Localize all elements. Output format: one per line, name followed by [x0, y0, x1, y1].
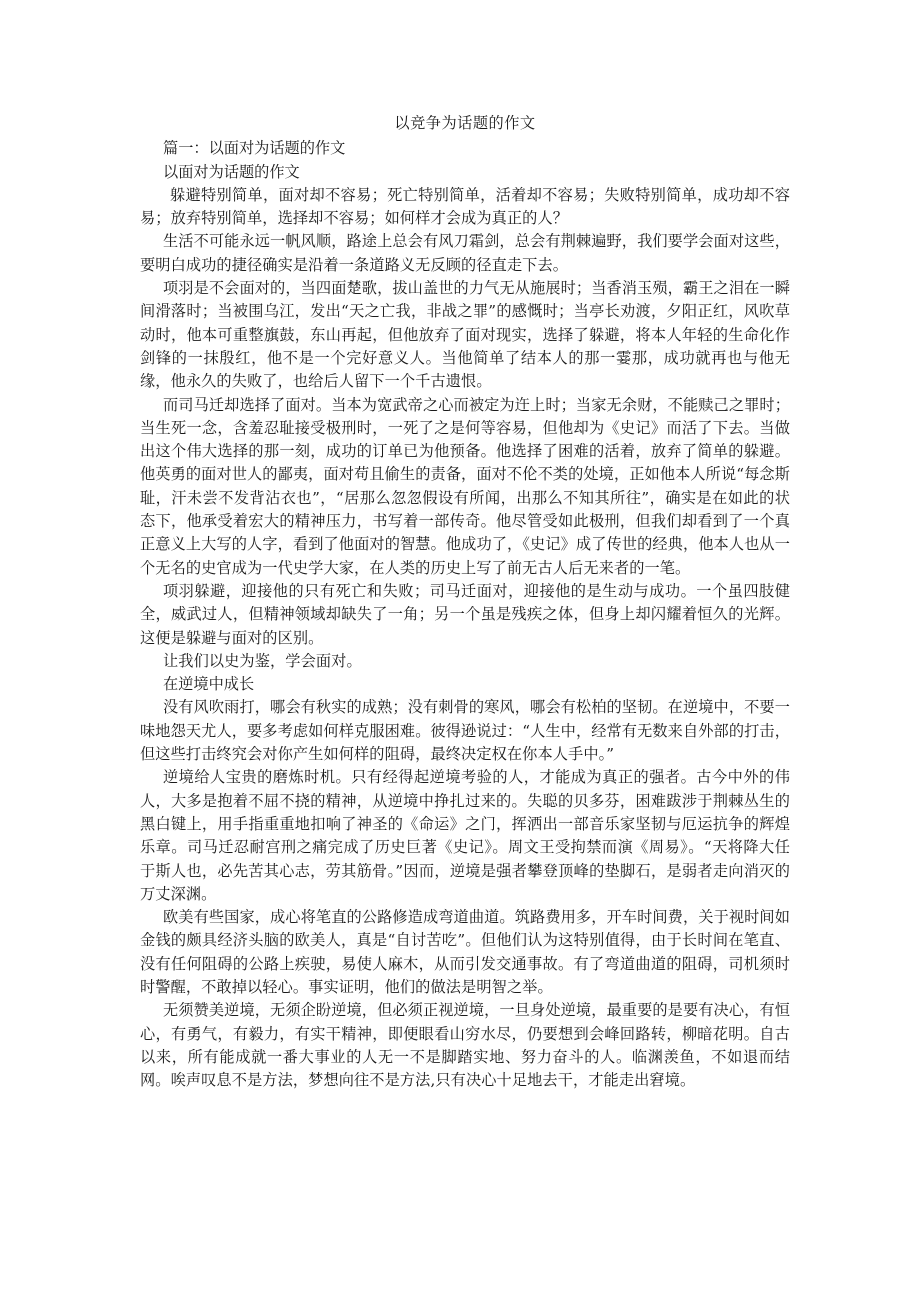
essay-title: 在逆境中成长: [163, 675, 255, 694]
paragraph: 无须赞美逆境，无须企盼逆境，但必须正视逆境，一旦身处逆境，最重要的是要有决心，有恒心，有勇气，有毅力，有实干精神，即便眼看山穷水尽，仍要想到会峰回路转，柳暗花明。自古以来，所有能成就一番大事业的人无一不是脚踏实地、努力奋斗的人。临渊羡鱼，不如退而结网。唉声叹息不是方法，梦想向往不是方法,只有决心十足地去干，才能走出窘境。: [140, 1001, 790, 1090]
paragraph: 欧美有些国家，成心将笔直的公路修造成弯道曲道。筑路费用多，开车时间费，关于视时间如金钱的颇具经济头脑的欧美人，真是“自讨苦吃”。但他们认为这特别值得，由于长时间在笔直、没有任何阻碍的公路上疾驶，易使人麻木，从而引发交通事故。有了弯道曲道的阻碍，司机须时时警醒，不敢掉以轻心。事实证明，他们的做法是明智之举。: [140, 908, 790, 996]
paragraph: 躲避特别简单，面对却不容易；死亡特别简单，活着却不容易；失败特别简单，成功却不容易；放弃特别简单，选择却不容易；如何样才会成为真正的人？: [140, 185, 790, 228]
paragraph: 项羽是不会面对的，当四面楚歌，拔山盖世的力气无从施展时；当香消玉殒，霸王之泪在一瞬间滑落时；当被围乌江，发出“天之亡我，非战之罪”的感慨时；当亭长劝渡，夕阳正红，风吹草动时，他本可重整旗鼓，东山再起，但他放弃了面对现实，选择了躲避，将本人年轻的生命化作剑锋的一抹殷红，他不是一个完好意义人。当他简单了结本人的那一霎那，成功就再也与他无缘，他永久的失败了，也给后人留下一个千古遗恨。: [140, 279, 790, 391]
essay-title: 以面对为话题的作文: [163, 162, 300, 181]
paragraph: 让我们以史为鉴，学会面对。: [163, 651, 362, 670]
paragraph: 逆境给人宝贵的磨炼时机。只有经得起逆境考验的人，才能成为真正的强者。古今中外的伟人，大多是抱着不屈不挠的精神，从逆境中挣扎过来的。失聪的贝多芬，困难跋涉于荆棘丛生的黑白键上，用手指重重地扣响了神圣的《命运》之门，挥洒出一部音乐家坚韧与厄运抗争的辉煌乐章。司马迁忍耐宫刑之痛完成了历史巨著《史记》。周文王受拘禁而演《周易》。“天将降大任于斯人也，必先苦其心志，劳其筋骨。”因而，逆境是强者攀登顶峰的垫脚石，是弱者走向消灭的万丈深渊。: [140, 768, 790, 903]
document-title: 以竞争为话题的作文: [394, 114, 536, 132]
document-body: [140, 112, 790, 1092]
paragraph: 生活不可能永远一帆风顺，路途上总会有风刀霜剑，总会有荆棘遍野，我们要学会面对这些，要明白成功的捷径确实是沿着一条道路义无反顾的径直走下去。: [140, 232, 790, 274]
section-heading: 篇一：以面对为话题的作文: [163, 139, 346, 158]
paragraph: 没有风吹雨打，哪会有秋实的成熟；没有刺骨的寒风，哪会有松柏的坚韧。在逆境中，不要一味地怨天尤人，要多考虑如何样克服困难。彼得逊说过：“人生中，经常有无数来自外部的打击，但这些打击终究会对你产生如何样的阻碍，最终决定权在你本人手中。”: [140, 698, 790, 764]
paragraph: 项羽躲避，迎接他的只有死亡和失败；司马迁面对，迎接他的是生动与成功。一个虽四肢健全，威武过人，但精神领域却缺失了一角；另一个虽是残疾之体，但身上却闪耀着恒久的光辉。这便是躲避与面对的区别。: [140, 581, 790, 647]
paragraph: 而司马迁却选择了面对。当本为宽武帝之心而被定为迕上时；当家无余财，不能赎己之罪时；当生死一念，含羞忍耻接受极刑时，一死了之是何等容易，但他却为《史记》而活了下去。当做出这个伟大选择的那一刻，成功的订单已为他预备。他选择了困难的活着，放弃了简单的躲避。他英勇的面对世人的鄙夷，面对苟且偷生的责备，面对不伦不类的处境，正如他本人所说“每念斯耻，汗未尝不发背沾衣也”，“居那么忽忽假设有所闻，出那么不知其所往”，确实是在如此的状态下，他承受着宏大的精神压力，书写着一部传奇。他尽管受如此极刑，但我们却看到了一个真正意义上大写的人字，看到了他面对的智慧。他成功了，《史记》成了传世的经典，他本人也从一个无名的史官成为一代史学大家，在人类的历史上写了前无古人后无来者的一笔。: [140, 395, 790, 577]
